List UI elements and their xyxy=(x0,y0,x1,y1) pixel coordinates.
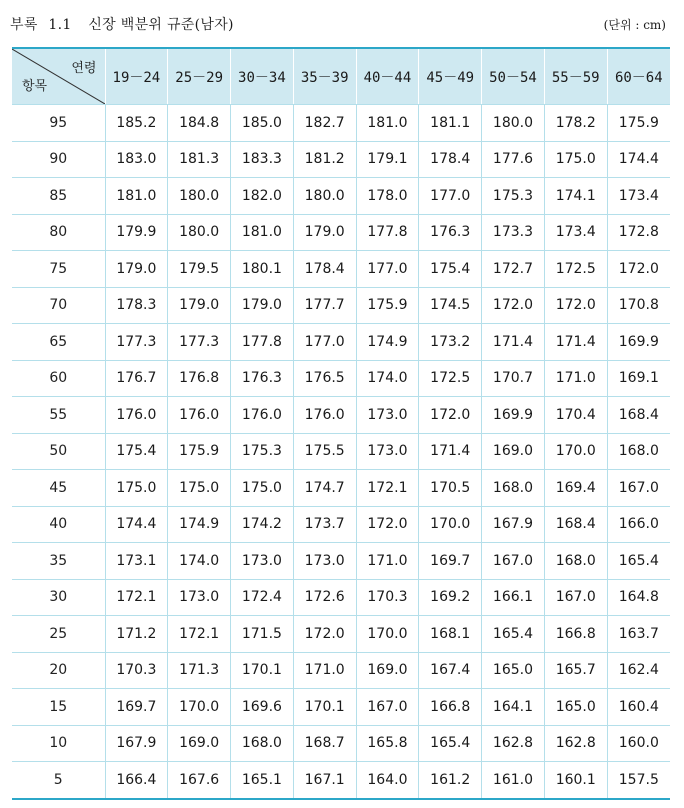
table-row xyxy=(12,652,670,689)
percentile-cell: 65 xyxy=(12,324,105,361)
height-value-cell: 176.0 xyxy=(105,397,168,434)
height-value-cell: 181.0 xyxy=(356,105,419,142)
height-value-cell: 179.9 xyxy=(105,214,168,251)
height-value-cell: 175.9 xyxy=(607,105,670,142)
height-value-cell: 178.4 xyxy=(293,251,356,288)
height-value-cell: 170.1 xyxy=(293,689,356,726)
height-value-cell: 172.0 xyxy=(419,397,482,434)
height-value-cell: 165.0 xyxy=(482,652,545,689)
corner-header-cell xyxy=(12,48,105,105)
height-value-cell: 172.0 xyxy=(607,251,670,288)
table-body xyxy=(12,105,670,799)
height-value-cell: 167.6 xyxy=(168,762,231,799)
height-value-cell: 174.4 xyxy=(607,141,670,178)
height-value-cell: 165.7 xyxy=(544,652,607,689)
table-row xyxy=(12,360,670,397)
height-value-cell: 178.3 xyxy=(105,287,168,324)
percentile-cell: 15 xyxy=(12,689,105,726)
height-value-cell: 181.2 xyxy=(293,141,356,178)
height-value-cell: 175.0 xyxy=(168,470,231,507)
height-value-cell: 172.1 xyxy=(168,616,231,653)
percentile-cell: 70 xyxy=(12,287,105,324)
table-row xyxy=(12,470,670,507)
table-row xyxy=(12,762,670,799)
height-value-cell: 165.1 xyxy=(231,762,294,799)
table-row xyxy=(12,689,670,726)
height-value-cell: 170.0 xyxy=(419,506,482,543)
height-value-cell: 168.7 xyxy=(293,725,356,762)
height-value-cell: 179.0 xyxy=(168,287,231,324)
height-value-cell: 176.0 xyxy=(168,397,231,434)
height-value-cell: 170.3 xyxy=(105,652,168,689)
height-value-cell: 164.8 xyxy=(607,579,670,616)
height-value-cell: 171.0 xyxy=(544,360,607,397)
percentile-cell: 85 xyxy=(12,178,105,215)
height-value-cell: 174.0 xyxy=(168,543,231,580)
height-value-cell: 172.7 xyxy=(482,251,545,288)
height-value-cell: 174.7 xyxy=(293,470,356,507)
height-value-cell: 184.8 xyxy=(168,105,231,142)
height-value-cell: 172.5 xyxy=(419,360,482,397)
height-value-cell: 173.4 xyxy=(607,178,670,215)
height-value-cell: 173.0 xyxy=(293,543,356,580)
height-value-cell: 179.5 xyxy=(168,251,231,288)
height-value-cell: 176.0 xyxy=(231,397,294,434)
percentile-cell: 60 xyxy=(12,360,105,397)
percentile-cell: 75 xyxy=(12,251,105,288)
height-value-cell: 175.9 xyxy=(356,287,419,324)
height-value-cell: 171.2 xyxy=(105,616,168,653)
height-value-cell: 176.7 xyxy=(105,360,168,397)
height-value-cell: 179.1 xyxy=(356,141,419,178)
height-value-cell: 172.4 xyxy=(231,579,294,616)
height-value-cell: 167.0 xyxy=(356,689,419,726)
height-value-cell: 167.9 xyxy=(482,506,545,543)
table-row xyxy=(12,214,670,251)
height-value-cell: 170.3 xyxy=(356,579,419,616)
height-value-cell: 172.0 xyxy=(544,287,607,324)
height-value-cell: 172.0 xyxy=(356,506,419,543)
height-value-cell: 175.0 xyxy=(231,470,294,507)
height-value-cell: 180.0 xyxy=(482,105,545,142)
height-value-cell: 160.1 xyxy=(544,762,607,799)
height-value-cell: 164.0 xyxy=(356,762,419,799)
age-group-header: 30－34 xyxy=(231,48,294,105)
height-value-cell: 160.0 xyxy=(607,725,670,762)
percentile-cell: 5 xyxy=(53,771,63,788)
height-value-cell: 166.0 xyxy=(607,506,670,543)
height-value-cell: 168.4 xyxy=(607,397,670,434)
height-value-cell: 168.1 xyxy=(419,616,482,653)
height-value-cell: 170.8 xyxy=(607,287,670,324)
height-value-cell: 167.4 xyxy=(419,652,482,689)
height-value-cell: 168.4 xyxy=(544,506,607,543)
percentile-cell: 45 xyxy=(12,470,105,507)
height-value-cell: 165.0 xyxy=(544,689,607,726)
height-value-cell: 167.0 xyxy=(607,470,670,507)
height-value-cell: 162.8 xyxy=(544,725,607,762)
height-value-cell: 175.3 xyxy=(482,178,545,215)
height-value-cell: 173.0 xyxy=(356,397,419,434)
height-value-cell: 177.0 xyxy=(293,324,356,361)
percentile-cell: 50 xyxy=(12,433,105,470)
height-value-cell: 178.2 xyxy=(544,105,607,142)
table-caption xyxy=(10,14,234,34)
age-group-header: 35－39 xyxy=(293,48,356,105)
height-value-cell: 161.0 xyxy=(482,762,545,799)
height-value-cell: 174.9 xyxy=(356,324,419,361)
height-value-cell: 177.3 xyxy=(105,324,168,361)
height-value-cell: 176.8 xyxy=(168,360,231,397)
height-value-cell: 178.0 xyxy=(356,178,419,215)
table-row xyxy=(12,251,670,288)
height-value-cell: 179.0 xyxy=(293,214,356,251)
height-value-cell: 167.9 xyxy=(105,725,168,762)
height-value-cell: 174.0 xyxy=(356,360,419,397)
height-value-cell: 165.8 xyxy=(356,725,419,762)
percentile-cell: 80 xyxy=(12,214,105,251)
height-value-cell: 165.4 xyxy=(419,725,482,762)
height-value-cell: 161.2 xyxy=(419,762,482,799)
percentile-cell: 55 xyxy=(12,397,105,434)
percentile-cell: 35 xyxy=(12,543,105,580)
height-value-cell: 174.5 xyxy=(419,287,482,324)
height-value-cell: 177.3 xyxy=(168,324,231,361)
height-value-cell: 180.1 xyxy=(231,251,294,288)
height-value-cell: 181.0 xyxy=(105,178,168,215)
height-value-cell: 172.6 xyxy=(293,579,356,616)
height-value-cell: 173.4 xyxy=(544,214,607,251)
age-group-header: 45－49 xyxy=(419,48,482,105)
height-value-cell: 170.0 xyxy=(544,433,607,470)
height-value-cell: 176.3 xyxy=(231,360,294,397)
height-value-cell: 176.5 xyxy=(293,360,356,397)
height-value-cell: 173.3 xyxy=(482,214,545,251)
height-value-cell: 169.0 xyxy=(482,433,545,470)
height-value-cell: 176.0 xyxy=(293,397,356,434)
height-value-cell: 166.1 xyxy=(482,579,545,616)
height-value-cell: 175.4 xyxy=(419,251,482,288)
height-value-cell: 177.8 xyxy=(356,214,419,251)
height-value-cell: 169.2 xyxy=(419,579,482,616)
height-value-cell: 162.8 xyxy=(482,725,545,762)
percentile-cell: 40 xyxy=(12,506,105,543)
height-value-cell: 176.3 xyxy=(419,214,482,251)
height-value-cell: 181.0 xyxy=(231,214,294,251)
height-value-cell: 174.1 xyxy=(544,178,607,215)
age-group-header: 50－54 xyxy=(482,48,545,105)
height-value-cell: 170.0 xyxy=(168,689,231,726)
height-value-cell: 181.3 xyxy=(168,141,231,178)
height-value-cell: 166.8 xyxy=(419,689,482,726)
height-value-cell: 180.0 xyxy=(168,178,231,215)
table-row xyxy=(12,725,670,762)
height-value-cell: 166.4 xyxy=(105,762,168,799)
height-value-cell: 167.1 xyxy=(293,762,356,799)
height-value-cell: 168.0 xyxy=(607,433,670,470)
height-value-cell: 174.9 xyxy=(168,506,231,543)
height-value-cell: 169.9 xyxy=(482,397,545,434)
height-value-cell: 172.0 xyxy=(293,616,356,653)
height-value-cell: 180.0 xyxy=(168,214,231,251)
table-row xyxy=(12,433,670,470)
height-value-cell: 170.4 xyxy=(544,397,607,434)
height-value-cell: 177.0 xyxy=(356,251,419,288)
age-axis-label: 연령 xyxy=(71,61,97,76)
height-value-cell: 173.1 xyxy=(105,543,168,580)
height-value-cell: 175.3 xyxy=(231,433,294,470)
height-value-cell: 169.0 xyxy=(356,652,419,689)
height-value-cell: 168.0 xyxy=(482,470,545,507)
height-value-cell: 171.5 xyxy=(231,616,294,653)
age-group-header: 19－24 xyxy=(105,48,168,105)
table-row xyxy=(12,178,670,215)
height-value-cell: 169.0 xyxy=(168,725,231,762)
height-value-cell: 169.4 xyxy=(544,470,607,507)
height-value-cell: 171.4 xyxy=(419,433,482,470)
height-value-cell: 175.4 xyxy=(105,433,168,470)
height-value-cell: 170.5 xyxy=(419,470,482,507)
percentile-cell: 25 xyxy=(12,616,105,653)
height-value-cell: 170.7 xyxy=(482,360,545,397)
height-value-cell: 171.3 xyxy=(168,652,231,689)
height-value-cell: 167.0 xyxy=(482,543,545,580)
height-value-cell: 172.8 xyxy=(607,214,670,251)
height-value-cell: 173.0 xyxy=(231,543,294,580)
height-value-cell: 171.0 xyxy=(356,543,419,580)
height-value-cell: 162.4 xyxy=(607,652,670,689)
height-value-cell: 174.4 xyxy=(105,506,168,543)
height-percentile-table xyxy=(12,47,670,800)
table-header-row xyxy=(12,48,670,105)
height-value-cell: 173.0 xyxy=(356,433,419,470)
percentile-cell: 95 xyxy=(12,105,105,142)
table-row xyxy=(12,141,670,178)
table-row xyxy=(12,543,670,580)
height-value-cell: 175.0 xyxy=(544,141,607,178)
table-row xyxy=(12,105,670,142)
height-value-cell: 178.4 xyxy=(419,141,482,178)
height-value-cell: 169.9 xyxy=(607,324,670,361)
age-group-header: 55－59 xyxy=(544,48,607,105)
table-row xyxy=(12,616,670,653)
height-value-cell: 173.0 xyxy=(168,579,231,616)
caption-title: 신장 백분위 규준(남자) xyxy=(88,17,234,33)
percentile-cell: 30 xyxy=(12,579,105,616)
table-row xyxy=(12,506,670,543)
height-value-cell: 169.1 xyxy=(607,360,670,397)
height-value-cell: 179.0 xyxy=(231,287,294,324)
height-value-cell: 182.0 xyxy=(231,178,294,215)
height-value-cell: 177.6 xyxy=(482,141,545,178)
height-value-cell: 183.0 xyxy=(105,141,168,178)
age-group-header: 40－44 xyxy=(356,48,419,105)
height-value-cell: 160.4 xyxy=(607,689,670,726)
height-value-cell: 169.7 xyxy=(419,543,482,580)
height-value-cell: 172.5 xyxy=(544,251,607,288)
height-value-cell: 163.7 xyxy=(607,616,670,653)
height-value-cell: 173.7 xyxy=(293,506,356,543)
height-value-cell: 171.4 xyxy=(544,324,607,361)
height-value-cell: 164.1 xyxy=(482,689,545,726)
height-value-cell: 185.2 xyxy=(105,105,168,142)
height-value-cell: 166.8 xyxy=(544,616,607,653)
height-value-cell: 157.5 xyxy=(607,762,670,799)
height-value-cell: 170.1 xyxy=(231,652,294,689)
caption-number: 1.1 xyxy=(48,17,72,33)
height-value-cell: 172.1 xyxy=(356,470,419,507)
age-group-header: 25－29 xyxy=(168,48,231,105)
height-value-cell: 165.4 xyxy=(607,543,670,580)
age-group-header: 60－64 xyxy=(607,48,670,105)
item-axis-label: 항목 xyxy=(22,79,48,94)
height-value-cell: 172.0 xyxy=(482,287,545,324)
height-value-cell: 179.0 xyxy=(105,251,168,288)
height-value-cell: 182.7 xyxy=(293,105,356,142)
height-value-cell: 165.4 xyxy=(482,616,545,653)
table-row xyxy=(12,324,670,361)
height-value-cell: 169.7 xyxy=(105,689,168,726)
height-value-cell: 183.3 xyxy=(231,141,294,178)
height-value-cell: 168.0 xyxy=(544,543,607,580)
percentile-cell: 10 xyxy=(12,725,105,762)
height-value-cell: 170.0 xyxy=(356,616,419,653)
percentile-cell: 90 xyxy=(12,141,105,178)
height-value-cell: 172.1 xyxy=(105,579,168,616)
caption-prefix: 부록 xyxy=(10,17,38,33)
height-value-cell: 177.7 xyxy=(293,287,356,324)
table-row xyxy=(12,579,670,616)
percentile-cell: 20 xyxy=(12,652,105,689)
height-value-cell: 167.0 xyxy=(544,579,607,616)
table-row xyxy=(12,287,670,324)
table-row xyxy=(12,397,670,434)
height-value-cell: 173.2 xyxy=(419,324,482,361)
height-value-cell: 175.0 xyxy=(105,470,168,507)
height-value-cell: 181.1 xyxy=(419,105,482,142)
height-value-cell: 171.4 xyxy=(482,324,545,361)
height-value-cell: 180.0 xyxy=(293,178,356,215)
height-value-cell: 174.2 xyxy=(231,506,294,543)
height-value-cell: 168.0 xyxy=(231,725,294,762)
height-value-cell: 177.0 xyxy=(419,178,482,215)
height-value-cell: 175.5 xyxy=(293,433,356,470)
height-value-cell: 185.0 xyxy=(231,105,294,142)
height-value-cell: 169.6 xyxy=(231,689,294,726)
height-value-cell: 175.9 xyxy=(168,433,231,470)
height-value-cell: 177.8 xyxy=(231,324,294,361)
unit-note: (단위 : cm) xyxy=(603,18,666,32)
height-value-cell: 171.0 xyxy=(293,652,356,689)
